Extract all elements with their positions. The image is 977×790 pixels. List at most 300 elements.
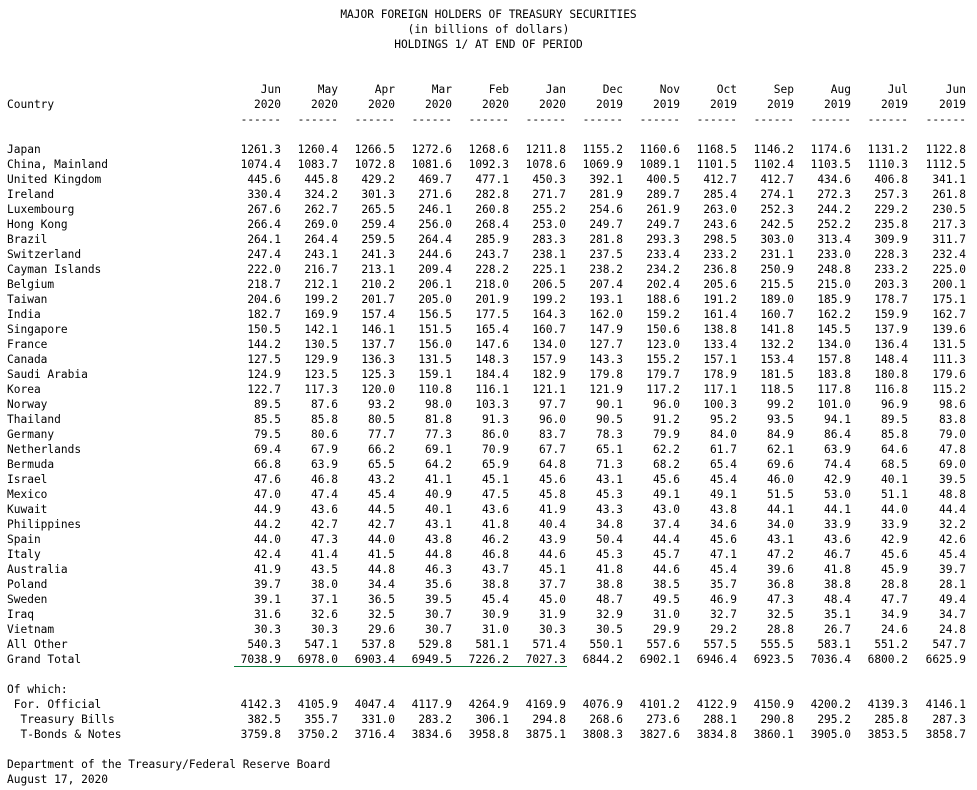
of-which-cell: 268.6 — [589, 713, 623, 726]
table-cell: 50.4 — [596, 533, 623, 546]
table-cell: 243.6 — [703, 218, 737, 231]
table-cell: 48.7 — [596, 593, 623, 606]
column-year: 2020 — [539, 98, 566, 111]
table-cell: 199.2 — [304, 293, 338, 306]
table-cell: 115.2 — [932, 383, 966, 396]
column-month: Oct — [716, 83, 737, 96]
table-cell: 133.4 — [703, 338, 737, 351]
table-cell: 45.4 — [368, 488, 395, 501]
table-cell: 44.0 — [881, 503, 908, 516]
table-cell: 406.8 — [874, 173, 908, 186]
table-cell: 264.1 — [247, 233, 281, 246]
country-name: Mexico — [7, 488, 48, 501]
table-cell: 42.6 — [939, 533, 966, 546]
column-month: Aug — [830, 83, 851, 96]
table-cell: 89.5 — [881, 413, 908, 426]
table-cell: 583.1 — [817, 638, 851, 651]
table-cell: 134.0 — [532, 338, 566, 351]
country-name: Ireland — [7, 188, 55, 201]
country-name: Switzerland — [7, 248, 82, 261]
table-cell: 260.8 — [475, 203, 509, 216]
table-cell: 311.7 — [932, 233, 966, 246]
table-cell: 93.5 — [767, 413, 794, 426]
table-cell: 47.7 — [881, 593, 908, 606]
table-cell: 40.1 — [881, 473, 908, 486]
table-cell: 445.8 — [304, 173, 338, 186]
table-cell: 555.5 — [760, 638, 794, 651]
of-which-cell: 3958.8 — [468, 728, 509, 741]
table-cell: 1122.8 — [925, 143, 966, 156]
country-name: Singapore — [7, 323, 68, 336]
table-cell: 252.2 — [817, 218, 851, 231]
table-cell: 236.8 — [703, 263, 737, 276]
column-dash: ------ — [925, 113, 966, 126]
table-cell: 78.3 — [596, 428, 623, 441]
column-year: 2019 — [939, 98, 966, 111]
table-cell: 62.1 — [767, 443, 794, 456]
table-cell: 47.3 — [767, 593, 794, 606]
table-cell: 213.1 — [361, 263, 395, 276]
country-name: Spain — [7, 533, 41, 546]
table-cell: 43.5 — [311, 563, 338, 576]
table-cell: 32.7 — [710, 608, 737, 621]
table-cell: 434.6 — [817, 173, 851, 186]
table-cell: 529.8 — [418, 638, 452, 651]
country-name: Kuwait — [7, 503, 48, 516]
footer-line: August 17, 2020 — [7, 773, 109, 786]
table-cell: 125.3 — [361, 368, 395, 381]
table-cell: 1266.5 — [354, 143, 395, 156]
table-cell: 42.7 — [368, 518, 395, 531]
of-which-row-label: For. Official — [7, 698, 102, 711]
table-cell: 41.9 — [539, 503, 566, 516]
table-cell: 41.1 — [425, 473, 452, 486]
table-cell: 557.5 — [703, 638, 737, 651]
table-cell: 49.1 — [710, 488, 737, 501]
table-cell: 45.8 — [539, 488, 566, 501]
table-cell: 32.5 — [767, 608, 794, 621]
table-cell: 45.6 — [881, 548, 908, 561]
table-cell: 34.9 — [881, 608, 908, 621]
table-cell: 43.3 — [596, 503, 623, 516]
table-cell: 257.3 — [874, 188, 908, 201]
table-cell: 30.3 — [311, 623, 338, 636]
table-cell: 103.3 — [475, 398, 509, 411]
column-dash: ------ — [639, 113, 680, 126]
table-cell: 41.9 — [254, 563, 281, 576]
table-cell: 110.8 — [418, 383, 452, 396]
table-cell: 162.0 — [589, 308, 623, 321]
table-cell: 259.4 — [361, 218, 395, 231]
table-cell: 269.0 — [304, 218, 338, 231]
table-cell: 49.1 — [653, 488, 680, 501]
country-name: Japan — [7, 143, 41, 156]
table-cell: 49.5 — [653, 593, 680, 606]
table-cell: 41.8 — [482, 518, 509, 531]
table-cell: 547.7 — [932, 638, 966, 651]
table-cell: 266.4 — [247, 218, 281, 231]
table-cell: 182.7 — [247, 308, 281, 321]
table-cell: 184.4 — [475, 368, 509, 381]
country-name: Australia — [7, 563, 68, 576]
table-cell: 143.3 — [589, 353, 623, 366]
table-cell: 98.0 — [425, 398, 452, 411]
table-cell: 40.1 — [425, 503, 452, 516]
country-name: Israel — [7, 473, 48, 486]
table-cell: 230.5 — [932, 203, 966, 216]
table-cell: 44.4 — [939, 503, 966, 516]
table-cell: 67.7 — [539, 443, 566, 456]
table-cell: 180.8 — [874, 368, 908, 381]
of-which-cell: 4122.9 — [696, 698, 737, 711]
table-cell: 43.1 — [596, 473, 623, 486]
table-cell: 39.6 — [767, 563, 794, 576]
table-cell: 179.7 — [646, 368, 680, 381]
table-cell: 1268.6 — [468, 143, 509, 156]
table-cell: 156.0 — [418, 338, 452, 351]
table-cell: 123.0 — [646, 338, 680, 351]
table-cell: 1101.5 — [696, 158, 737, 171]
table-cell: 96.0 — [653, 398, 680, 411]
column-year: 2019 — [653, 98, 680, 111]
table-cell: 44.8 — [368, 563, 395, 576]
table-cell: 225.1 — [532, 263, 566, 276]
table-cell: 81.8 — [425, 413, 452, 426]
table-cell: 80.5 — [368, 413, 395, 426]
table-cell: 392.1 — [589, 173, 623, 186]
table-cell: 45.3 — [596, 488, 623, 501]
table-cell: 1260.4 — [297, 143, 338, 156]
column-year: 2020 — [482, 98, 509, 111]
column-year: 2020 — [368, 98, 395, 111]
table-cell: 234.2 — [646, 263, 680, 276]
table-cell: 131.5 — [932, 338, 966, 351]
table-cell: 79.9 — [653, 428, 680, 441]
country-name: India — [7, 308, 41, 321]
of-which-row-label: T-Bonds & Notes — [7, 728, 122, 741]
of-which-cell: 4150.9 — [753, 698, 794, 711]
table-cell: 281.8 — [589, 233, 623, 246]
table-cell: 282.8 — [475, 188, 509, 201]
of-which-cell: 4200.2 — [810, 698, 851, 711]
table-cell: 134.0 — [817, 338, 851, 351]
country-name: Norway — [7, 398, 48, 411]
table-cell: 51.1 — [881, 488, 908, 501]
table-cell: 137.9 — [874, 323, 908, 336]
table-cell: 43.1 — [425, 518, 452, 531]
table-cell: 429.2 — [361, 173, 395, 186]
table-cell: 1174.6 — [810, 143, 851, 156]
country-name: Brazil — [7, 233, 48, 246]
table-cell: 86.0 — [482, 428, 509, 441]
table-cell: 155.2 — [646, 353, 680, 366]
table-cell: 235.8 — [874, 218, 908, 231]
table-cell: 32.5 — [368, 608, 395, 621]
table-cell: 1072.8 — [354, 158, 395, 171]
table-cell: 238.2 — [589, 263, 623, 276]
table-cell: 83.8 — [939, 413, 966, 426]
highlight-underline — [234, 666, 567, 667]
table-cell: 309.9 — [874, 233, 908, 246]
table-cell: 79.0 — [939, 428, 966, 441]
table-cell: 69.6 — [767, 458, 794, 471]
table-cell: 36.5 — [368, 593, 395, 606]
table-cell: 238.1 — [532, 248, 566, 261]
table-cell: 550.1 — [589, 638, 623, 651]
table-cell: 249.7 — [646, 218, 680, 231]
table-cell: 44.2 — [254, 518, 281, 531]
country-name: Saudi Arabia — [7, 368, 88, 381]
table-cell: 124.9 — [247, 368, 281, 381]
of-which-cell: 3808.3 — [582, 728, 623, 741]
table-cell: 281.9 — [589, 188, 623, 201]
of-which-cell: 3860.1 — [753, 728, 794, 741]
table-cell: 43.1 — [767, 533, 794, 546]
table-cell: 98.6 — [939, 398, 966, 411]
table-cell: 6923.5 — [753, 653, 794, 666]
country-name: China, Mainland — [7, 158, 109, 171]
table-cell: 6625.9 — [925, 653, 966, 666]
table-cell: 222.0 — [247, 263, 281, 276]
country-name: Grand Total — [7, 653, 82, 666]
of-which-cell: 285.8 — [874, 713, 908, 726]
table-cell: 1081.6 — [411, 158, 452, 171]
table-cell: 129.9 — [304, 353, 338, 366]
table-cell: 85.5 — [254, 413, 281, 426]
table-cell: 157.9 — [532, 353, 566, 366]
table-cell: 150.5 — [247, 323, 281, 336]
table-cell: 233.2 — [874, 263, 908, 276]
table-cell: 233.2 — [703, 248, 737, 261]
table-cell: 94.1 — [824, 413, 851, 426]
table-cell: 206.5 — [532, 278, 566, 291]
table-cell: 44.4 — [653, 533, 680, 546]
of-which-cell: 3759.8 — [240, 728, 281, 741]
table-cell: 557.6 — [646, 638, 680, 651]
table-cell: 160.7 — [532, 323, 566, 336]
table-cell: 32.9 — [596, 608, 623, 621]
table-cell: 121.9 — [589, 383, 623, 396]
table-cell: 201.7 — [361, 293, 395, 306]
column-year: 2019 — [710, 98, 737, 111]
country-name: Thailand — [7, 413, 61, 426]
of-which-cell: 295.2 — [817, 713, 851, 726]
table-cell: 41.8 — [824, 563, 851, 576]
table-cell: 87.6 — [311, 398, 338, 411]
table-cell: 7027.3 — [525, 653, 566, 666]
table-cell: 200.1 — [932, 278, 966, 291]
of-which-cell: 4101.2 — [639, 698, 680, 711]
table-cell: 1272.6 — [411, 143, 452, 156]
table-cell: 249.7 — [589, 218, 623, 231]
table-cell: 127.5 — [247, 353, 281, 366]
table-cell: 28.8 — [767, 623, 794, 636]
table-cell: 68.2 — [653, 458, 680, 471]
table-cell: 49.4 — [939, 593, 966, 606]
table-cell: 246.1 — [418, 203, 452, 216]
table-cell: 132.2 — [760, 338, 794, 351]
of-which-cell: 4076.9 — [582, 698, 623, 711]
table-cell: 289.7 — [646, 188, 680, 201]
table-cell: 259.5 — [361, 233, 395, 246]
table-cell: 44.0 — [254, 533, 281, 546]
table-cell: 175.1 — [932, 293, 966, 306]
table-cell: 48.4 — [824, 593, 851, 606]
column-month: May — [317, 83, 338, 96]
table-cell: 247.4 — [247, 248, 281, 261]
table-cell: 31.6 — [254, 608, 281, 621]
table-cell: 181.5 — [760, 368, 794, 381]
of-which-cell: 294.8 — [532, 713, 566, 726]
table-cell: 205.6 — [703, 278, 737, 291]
table-cell: 45.4 — [710, 563, 737, 576]
table-cell: 250.9 — [760, 263, 794, 276]
of-which-cell: 355.7 — [304, 713, 338, 726]
country-name: United Kingdom — [7, 173, 102, 186]
table-cell: 157.4 — [361, 308, 395, 321]
table-cell: 264.4 — [304, 233, 338, 246]
table-cell: 65.4 — [710, 458, 737, 471]
table-cell: 1131.2 — [867, 143, 908, 156]
table-cell: 159.1 — [418, 368, 452, 381]
table-cell: 146.1 — [361, 323, 395, 336]
table-cell: 53.0 — [824, 488, 851, 501]
table-cell: 47.1 — [710, 548, 737, 561]
table-cell: 38.5 — [653, 578, 680, 591]
table-cell: 121.1 — [532, 383, 566, 396]
table-cell: 69.1 — [425, 443, 452, 456]
table-cell: 30.5 — [596, 623, 623, 636]
country-name: Iraq — [7, 608, 34, 621]
of-which-cell: 382.5 — [247, 713, 281, 726]
table-cell: 117.3 — [304, 383, 338, 396]
of-which-cell: 3834.6 — [411, 728, 452, 741]
column-month: Jul — [887, 83, 908, 96]
of-which-cell: 283.2 — [418, 713, 452, 726]
table-cell: 216.7 — [304, 263, 338, 276]
table-cell: 293.3 — [646, 233, 680, 246]
table-cell: 6978.0 — [297, 653, 338, 666]
table-cell: 1092.3 — [468, 158, 509, 171]
table-cell: 41.4 — [311, 548, 338, 561]
table-cell: 301.3 — [361, 188, 395, 201]
table-cell: 156.5 — [418, 308, 452, 321]
table-cell: 169.9 — [304, 308, 338, 321]
table-cell: 64.2 — [425, 458, 452, 471]
column-month: Dec — [602, 83, 623, 96]
table-cell: 243.7 — [475, 248, 509, 261]
table-cell: 159.2 — [646, 308, 680, 321]
table-cell: 232.4 — [932, 248, 966, 261]
table-cell: 261.9 — [646, 203, 680, 216]
table-cell: 44.0 — [368, 533, 395, 546]
table-cell: 30.7 — [425, 623, 452, 636]
table-cell: 1146.2 — [753, 143, 794, 156]
table-cell: 93.2 — [368, 398, 395, 411]
column-year: 2019 — [596, 98, 623, 111]
table-cell: 39.7 — [254, 578, 281, 591]
table-cell: 67.9 — [311, 443, 338, 456]
table-cell: 178.9 — [703, 368, 737, 381]
table-cell: 285.9 — [475, 233, 509, 246]
table-cell: 205.0 — [418, 293, 452, 306]
table-cell: 29.9 — [653, 623, 680, 636]
table-cell: 6949.5 — [411, 653, 452, 666]
table-cell: 274.1 — [760, 188, 794, 201]
table-cell: 44.6 — [653, 563, 680, 576]
table-cell: 267.6 — [247, 203, 281, 216]
table-cell: 97.7 — [539, 398, 566, 411]
table-cell: 24.8 — [939, 623, 966, 636]
table-cell: 46.8 — [482, 548, 509, 561]
table-cell: 6902.1 — [639, 653, 680, 666]
column-year: 2020 — [311, 98, 338, 111]
table-cell: 46.9 — [710, 593, 737, 606]
table-cell: 233.4 — [646, 248, 680, 261]
of-which-cell: 3834.8 — [696, 728, 737, 741]
table-cell: 218.7 — [247, 278, 281, 291]
table-cell: 29.2 — [710, 623, 737, 636]
of-which-cell: 3716.4 — [354, 728, 395, 741]
table-cell: 148.4 — [874, 353, 908, 366]
table-cell: 51.5 — [767, 488, 794, 501]
table-cell: 43.6 — [482, 503, 509, 516]
table-cell: 1102.4 — [753, 158, 794, 171]
table-cell: 228.2 — [475, 263, 509, 276]
table-cell: 65.1 — [596, 443, 623, 456]
table-cell: 177.5 — [475, 308, 509, 321]
table-cell: 46.7 — [824, 548, 851, 561]
table-cell: 117.8 — [817, 383, 851, 396]
table-cell: 42.4 — [254, 548, 281, 561]
of-which-cell: 288.1 — [703, 713, 737, 726]
table-cell: 34.7 — [939, 608, 966, 621]
table-cell: 551.2 — [874, 638, 908, 651]
table-cell: 117.1 — [703, 383, 737, 396]
column-month: Jun — [260, 83, 281, 96]
column-year: 2019 — [881, 98, 908, 111]
country-name: Cayman Islands — [7, 263, 102, 276]
table-cell: 74.4 — [824, 458, 851, 471]
table-cell: 47.5 — [482, 488, 509, 501]
table-cell: 540.3 — [247, 638, 281, 651]
country-name: Belgium — [7, 278, 55, 291]
table-cell: 45.4 — [939, 548, 966, 561]
of-which-cell: 331.0 — [361, 713, 395, 726]
table-cell: 136.4 — [874, 338, 908, 351]
table-cell: 80.6 — [311, 428, 338, 441]
table-cell: 48.8 — [939, 488, 966, 501]
table-cell: 44.8 — [425, 548, 452, 561]
table-cell: 85.8 — [881, 428, 908, 441]
table-cell: 157.1 — [703, 353, 737, 366]
table-cell: 45.6 — [653, 473, 680, 486]
country-name: Vietnam — [7, 623, 55, 636]
table-cell: 33.9 — [881, 518, 908, 531]
column-dash: ------ — [525, 113, 566, 126]
table-cell: 34.4 — [368, 578, 395, 591]
table-cell: 39.5 — [939, 473, 966, 486]
column-year: 2019 — [767, 98, 794, 111]
table-cell: 63.9 — [311, 458, 338, 471]
table-cell: 330.4 — [247, 188, 281, 201]
table-cell: 45.4 — [482, 593, 509, 606]
of-which-cell: 4142.3 — [240, 698, 281, 711]
table-cell: 118.5 — [760, 383, 794, 396]
column-year: 2020 — [425, 98, 452, 111]
column-dash: ------ — [696, 113, 737, 126]
table-cell: 254.6 — [589, 203, 623, 216]
